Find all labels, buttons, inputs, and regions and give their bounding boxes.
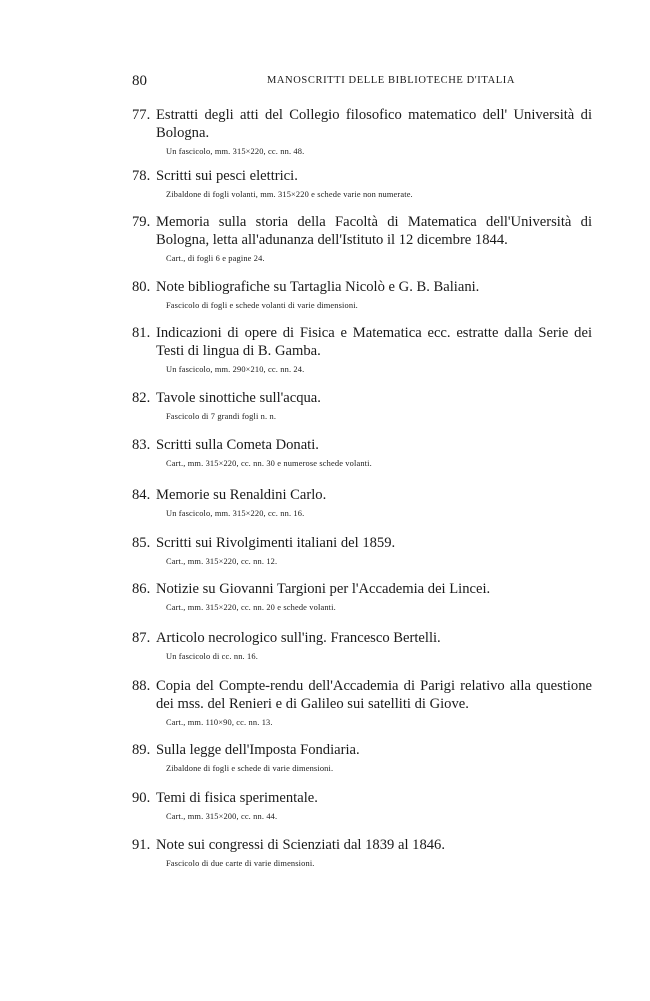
entry-title: Copia del Compte-rendu dell'Accademia di Parigi relativo alla questione dei mss. del Renieri e di Galileo sui satelliti di Giove. <box>156 678 592 712</box>
page-number: 80 <box>132 73 147 89</box>
entry-title: Estratti degli atti del Collegio filosofico matematico dell' Università di Bologna. <box>156 107 592 141</box>
entry-title: Scritti sui pesci elettrici. <box>156 168 298 184</box>
entry-number: 85. <box>132 535 151 551</box>
entry-description: Un fascicolo, mm. 290×210, cc. nn. 24. <box>166 365 305 374</box>
entry-number: 86. <box>132 581 151 597</box>
entry-number: 90. <box>132 790 151 806</box>
catalog-entry <box>132 324 592 376</box>
entry-description: Cart., mm. 315×200, cc. nn. 44. <box>166 812 278 821</box>
catalog-entry <box>132 741 592 775</box>
page-header <box>132 73 590 93</box>
entry-title: Indicazioni di opere di Fisica e Matematica ecc. estratte dalla Serie dei Testi di lingua di B. Gamba. <box>156 325 592 359</box>
entry-number: 79. <box>132 214 151 230</box>
entry-description: Cart., mm. 110×90, cc. nn. 13. <box>166 718 273 727</box>
entry-title: Note sui congressi di Scienziati dal 1839 al 1846. <box>156 837 445 853</box>
entry-number: 83. <box>132 437 151 453</box>
catalog-entry <box>132 836 592 870</box>
entry-number: 77. <box>132 107 151 123</box>
entry-description: Cart., mm. 315×220, cc. nn. 12. <box>166 557 278 566</box>
entry-description: Un fascicolo di cc. nn. 16. <box>166 652 258 661</box>
entry-description: Un fascicolo, mm. 315×220, cc. nn. 48. <box>166 147 305 156</box>
entry-number: 80. <box>132 279 151 295</box>
entry-number: 87. <box>132 630 151 646</box>
entry-number: 84. <box>132 487 151 503</box>
catalog-entry <box>132 789 592 823</box>
entry-description: Cart., mm. 315×220, cc. nn. 30 e numerose schede volanti. <box>166 459 372 468</box>
entry-description: Fascicolo di 7 grandi fogli n. n. <box>166 412 277 421</box>
entry-description: Zibaldone di fogli volanti, mm. 315×220 e schede varie non numerate. <box>166 190 413 199</box>
catalog-entry <box>132 486 592 520</box>
catalog-entry <box>132 629 592 663</box>
entry-title: Notizie su Giovanni Targioni per l'Accademia dei Lincei. <box>156 581 491 597</box>
entry-title: Scritti sui Rivolgimenti italiani del 1859. <box>156 535 396 551</box>
catalog-entry <box>132 167 592 201</box>
catalog-entry <box>132 534 592 568</box>
entry-number: 82. <box>132 390 151 406</box>
entry-number: 89. <box>132 742 151 758</box>
entry-description: Cart., di fogli 6 e pagine 24. <box>166 254 265 263</box>
entry-title: Scritti sulla Cometa Donati. <box>156 437 319 453</box>
entry-number: 88. <box>132 678 151 694</box>
entry-number: 81. <box>132 325 151 341</box>
entry-title: Note bibliografiche su Tartaglia Nicolò e G. B. Baliani. <box>156 279 480 295</box>
entry-number: 78. <box>132 168 151 184</box>
entry-description: Cart., mm. 315×220, cc. nn. 20 e schede volanti. <box>166 603 336 612</box>
entry-title: Articolo necrologico sull'ing. Francesco Bertelli. <box>156 630 441 646</box>
entry-number: 91. <box>132 837 151 853</box>
catalog-entry <box>132 436 592 470</box>
entry-title: Temi di fisica sperimentale. <box>156 790 318 806</box>
entry-title: Tavole sinottiche sull'acqua. <box>156 390 321 406</box>
catalog-entry <box>132 278 592 312</box>
running-title: MANOSCRITTI DELLE BIBLIOTECHE D'ITALIA <box>266 75 516 86</box>
catalog-entry <box>132 389 592 423</box>
catalog-entry <box>132 213 592 265</box>
entry-description: Fascicolo di due carte di varie dimensioni. <box>166 859 315 868</box>
entry-title: Sulla legge dell'Imposta Fondiaria. <box>156 742 360 758</box>
entry-description: Un fascicolo, mm. 315×220, cc. nn. 16. <box>166 509 305 518</box>
catalog-entry <box>132 580 592 614</box>
catalog-entry <box>132 677 592 729</box>
entry-title: Memoria sulla storia della Facoltà di Matematica dell'Università di Bologna, letta all'adunanza dell'Istituto il 12 dicembre 1844. <box>156 214 592 248</box>
entry-title: Memorie su Renaldini Carlo. <box>156 487 327 503</box>
entry-description: Fascicolo di fogli e schede volanti di varie dimensioni. <box>166 301 358 310</box>
entry-description: Zibaldone di fogli e schede di varie dimensioni. <box>166 764 334 773</box>
catalog-entry <box>132 106 592 158</box>
